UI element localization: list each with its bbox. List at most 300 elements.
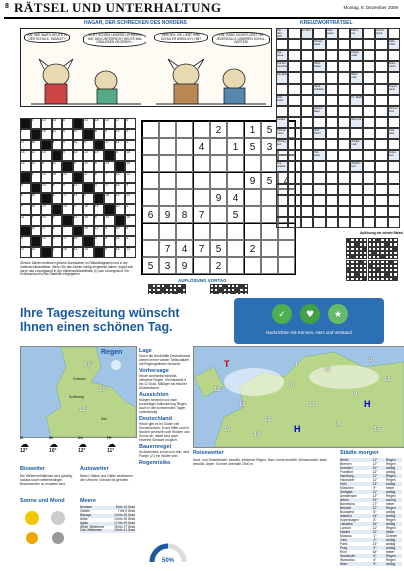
crossword-cell[interactable] bbox=[313, 184, 325, 195]
crossword-cell[interactable] bbox=[363, 206, 375, 217]
crossword-cell[interactable] bbox=[288, 95, 300, 106]
number-crossword-cell[interactable] bbox=[62, 215, 73, 226]
number-crossword-cell[interactable]: 10 bbox=[31, 161, 42, 172]
crossword-cell[interactable] bbox=[350, 61, 362, 72]
crossword-cell[interactable] bbox=[288, 84, 300, 95]
crossword-cell[interactable] bbox=[326, 150, 338, 161]
sudoku-cell[interactable] bbox=[278, 240, 295, 257]
sudoku-cell[interactable] bbox=[193, 189, 210, 206]
crossword-cell[interactable] bbox=[288, 106, 300, 117]
crossword-cell[interactable] bbox=[326, 206, 338, 217]
number-crossword-cell[interactable]: 18 bbox=[62, 247, 73, 258]
crossword-cell[interactable] bbox=[338, 150, 350, 161]
crossword-cell[interactable] bbox=[375, 128, 387, 139]
crossword-cell[interactable] bbox=[363, 217, 375, 228]
crossword-cell[interactable] bbox=[301, 161, 313, 172]
number-crossword-cell[interactable]: 16 bbox=[73, 140, 84, 151]
crossword-cell[interactable] bbox=[338, 50, 350, 61]
number-crossword-cell[interactable]: 12 bbox=[115, 193, 126, 204]
crossword-cell[interactable] bbox=[338, 28, 350, 39]
sudoku-cell[interactable] bbox=[159, 121, 176, 138]
crossword-cell[interactable] bbox=[363, 106, 375, 117]
number-crossword-cell[interactable]: 14 bbox=[83, 118, 94, 129]
number-crossword-cell[interactable] bbox=[73, 172, 84, 183]
sudoku-cell[interactable] bbox=[142, 240, 159, 257]
sudoku-cell[interactable] bbox=[227, 240, 244, 257]
sudoku-cell[interactable] bbox=[142, 223, 159, 240]
number-crossword-cell[interactable] bbox=[41, 140, 52, 151]
crossword-cell[interactable] bbox=[338, 184, 350, 195]
number-crossword-cell[interactable]: 4 bbox=[115, 150, 126, 161]
number-crossword-cell[interactable] bbox=[104, 150, 115, 161]
crossword-cell[interactable] bbox=[363, 28, 375, 39]
crossword-cell[interactable] bbox=[338, 72, 350, 83]
number-crossword-cell[interactable]: 9 bbox=[20, 236, 31, 247]
crossword-cell[interactable] bbox=[301, 206, 313, 217]
number-crossword-cell[interactable]: 9 bbox=[94, 161, 105, 172]
crossword-cell[interactable] bbox=[276, 195, 288, 206]
number-crossword-cell[interactable]: 17 bbox=[115, 118, 126, 129]
crossword-cell[interactable] bbox=[350, 106, 362, 117]
crossword-cell[interactable] bbox=[276, 206, 288, 217]
crossword-cell[interactable] bbox=[313, 139, 325, 150]
crossword-cell[interactable] bbox=[301, 50, 313, 61]
crossword-cell[interactable] bbox=[326, 84, 338, 95]
number-crossword-cell[interactable]: 8 bbox=[94, 215, 105, 226]
sudoku-cell[interactable] bbox=[227, 172, 244, 189]
number-crossword-cell[interactable]: 9 bbox=[31, 215, 42, 226]
number-crossword-cell[interactable]: 18 bbox=[104, 193, 115, 204]
number-crossword-cell[interactable]: 20 bbox=[104, 118, 115, 129]
crossword-cell[interactable] bbox=[288, 195, 300, 206]
crossword-cell[interactable] bbox=[338, 161, 350, 172]
sudoku-cell[interactable] bbox=[176, 155, 193, 172]
sudoku-cell[interactable] bbox=[142, 121, 159, 138]
sudoku-cell[interactable] bbox=[159, 223, 176, 240]
number-crossword-cell[interactable]: 8 bbox=[62, 118, 73, 129]
number-crossword-cell[interactable]: 9 bbox=[73, 161, 84, 172]
crossword-cell[interactable] bbox=[276, 184, 288, 195]
sudoku-cell[interactable]: 5 bbox=[261, 121, 278, 138]
crossword-cell[interactable] bbox=[363, 95, 375, 106]
sudoku-cell[interactable] bbox=[193, 121, 210, 138]
crossword-cell[interactable] bbox=[375, 161, 387, 172]
number-crossword-cell[interactable]: 15 bbox=[83, 226, 94, 237]
number-crossword-cell[interactable]: 7 bbox=[62, 226, 73, 237]
crossword-cell[interactable] bbox=[288, 72, 300, 83]
number-crossword-cell[interactable]: 4 bbox=[52, 140, 63, 151]
crossword-cell[interactable] bbox=[375, 184, 387, 195]
crossword-cell[interactable] bbox=[326, 128, 338, 139]
number-crossword-cell[interactable]: 19 bbox=[62, 204, 73, 215]
number-crossword-cell[interactable]: 19 bbox=[94, 150, 105, 161]
number-crossword-cell[interactable]: 6 bbox=[83, 140, 94, 151]
crossword-cell[interactable] bbox=[388, 161, 400, 172]
crossword-cell[interactable] bbox=[288, 50, 300, 61]
crossword-cell[interactable] bbox=[288, 184, 300, 195]
crossword-cell[interactable] bbox=[375, 39, 387, 50]
sudoku-cell[interactable]: 7 bbox=[193, 206, 210, 223]
number-crossword-cell[interactable]: 14 bbox=[115, 140, 126, 151]
number-crossword-cell[interactable] bbox=[52, 150, 63, 161]
number-crossword-cell[interactable]: 17 bbox=[62, 236, 73, 247]
sudoku-cell[interactable] bbox=[278, 257, 295, 274]
number-crossword-cell[interactable]: 14 bbox=[104, 215, 115, 226]
sudoku-cell[interactable] bbox=[227, 257, 244, 274]
crossword-cell[interactable] bbox=[301, 39, 313, 50]
crossword-cell[interactable] bbox=[375, 84, 387, 95]
number-crossword-cell[interactable]: 17 bbox=[41, 226, 52, 237]
sudoku-cell[interactable] bbox=[244, 189, 261, 206]
number-crossword-cell[interactable]: 6 bbox=[125, 118, 136, 129]
crossword-cell[interactable] bbox=[288, 117, 300, 128]
number-crossword-cell[interactable]: 5 bbox=[62, 140, 73, 151]
number-crossword-cell[interactable]: 12 bbox=[125, 172, 136, 183]
number-crossword-cell[interactable]: 7 bbox=[104, 172, 115, 183]
number-crossword-cell[interactable]: 15 bbox=[94, 204, 105, 215]
sudoku-cell[interactable] bbox=[210, 138, 227, 155]
crossword-cell[interactable] bbox=[301, 217, 313, 228]
number-crossword-cell[interactable] bbox=[31, 129, 42, 140]
number-crossword-cell[interactable] bbox=[83, 236, 94, 247]
number-crossword-cell[interactable]: 6 bbox=[94, 172, 105, 183]
number-crossword-cell[interactable]: 17 bbox=[62, 193, 73, 204]
sudoku-cell[interactable]: 2 bbox=[210, 257, 227, 274]
number-crossword-cell[interactable]: 12 bbox=[94, 226, 105, 237]
number-crossword-cell[interactable]: 14 bbox=[125, 193, 136, 204]
number-crossword-cell[interactable]: 17 bbox=[20, 140, 31, 151]
sudoku-cell[interactable]: 4 bbox=[176, 240, 193, 257]
number-crossword-cell[interactable]: 6 bbox=[62, 129, 73, 140]
crossword-cell[interactable] bbox=[301, 84, 313, 95]
sudoku-cell[interactable] bbox=[159, 172, 176, 189]
crossword-cell[interactable] bbox=[338, 84, 350, 95]
crossword-cell[interactable] bbox=[338, 39, 350, 50]
crossword-cell[interactable] bbox=[388, 217, 400, 228]
number-crossword-cell[interactable]: 9 bbox=[62, 150, 73, 161]
crossword-cell[interactable] bbox=[301, 172, 313, 183]
crossword-cell[interactable] bbox=[326, 39, 338, 50]
crossword-cell[interactable] bbox=[338, 195, 350, 206]
number-crossword-cell[interactable]: 18 bbox=[83, 204, 94, 215]
crossword-cell[interactable] bbox=[313, 50, 325, 61]
crossword-cell[interactable] bbox=[338, 172, 350, 183]
crossword-cell[interactable] bbox=[375, 72, 387, 83]
sudoku-cell[interactable]: 4 bbox=[227, 189, 244, 206]
sudoku-cell[interactable]: 7 bbox=[193, 240, 210, 257]
number-crossword-cell[interactable]: 10 bbox=[115, 226, 126, 237]
number-crossword-cell[interactable]: 18 bbox=[125, 150, 136, 161]
crossword-cell[interactable] bbox=[350, 128, 362, 139]
number-crossword-cell[interactable]: 18 bbox=[125, 215, 136, 226]
crossword-cell[interactable] bbox=[363, 61, 375, 72]
sudoku-cell[interactable] bbox=[261, 257, 278, 274]
number-crossword-cell[interactable]: 6 bbox=[52, 226, 63, 237]
number-crossword-cell[interactable] bbox=[62, 161, 73, 172]
crossword-cell[interactable] bbox=[276, 84, 288, 95]
sudoku-cell[interactable]: 3 bbox=[261, 138, 278, 155]
sudoku-cell[interactable] bbox=[210, 155, 227, 172]
number-crossword-cell[interactable]: 6 bbox=[125, 236, 136, 247]
crossword-cell[interactable] bbox=[375, 95, 387, 106]
number-crossword-cell[interactable]: 4 bbox=[125, 183, 136, 194]
sudoku-cell[interactable] bbox=[176, 172, 193, 189]
crossword-cell[interactable] bbox=[326, 139, 338, 150]
number-crossword-cell[interactable]: 9 bbox=[104, 247, 115, 258]
number-crossword-cell[interactable]: 10 bbox=[41, 183, 52, 194]
crossword-cell[interactable] bbox=[350, 172, 362, 183]
number-crossword-cell[interactable]: 18 bbox=[94, 118, 105, 129]
number-crossword-cell[interactable]: 20 bbox=[62, 172, 73, 183]
sudoku-cell[interactable]: 6 bbox=[142, 206, 159, 223]
number-crossword-cell[interactable]: 10 bbox=[83, 161, 94, 172]
crossword-cell[interactable] bbox=[301, 117, 313, 128]
sudoku-cell[interactable]: 4 bbox=[193, 138, 210, 155]
number-crossword-cell[interactable]: 18 bbox=[20, 150, 31, 161]
crossword-cell[interactable] bbox=[338, 61, 350, 72]
number-crossword-cell[interactable]: 3 bbox=[125, 129, 136, 140]
sudoku-cell[interactable] bbox=[244, 257, 261, 274]
crossword-cell[interactable] bbox=[276, 150, 288, 161]
crossword-cell[interactable] bbox=[288, 139, 300, 150]
crossword-cell[interactable] bbox=[288, 128, 300, 139]
number-crossword-cell[interactable] bbox=[52, 204, 63, 215]
crossword-cell[interactable] bbox=[338, 128, 350, 139]
number-crossword-cell[interactable]: 20 bbox=[31, 226, 42, 237]
crossword-cell[interactable] bbox=[276, 39, 288, 50]
crossword-cell[interactable] bbox=[313, 217, 325, 228]
crossword-cell[interactable] bbox=[338, 217, 350, 228]
sudoku-cell[interactable]: 2 bbox=[244, 240, 261, 257]
crossword-cell[interactable] bbox=[363, 50, 375, 61]
crossword-cell[interactable] bbox=[301, 195, 313, 206]
number-crossword-cell[interactable]: 16 bbox=[115, 183, 126, 194]
number-crossword-cell[interactable]: 4 bbox=[73, 204, 84, 215]
crossword-cell[interactable] bbox=[313, 161, 325, 172]
crossword-cell[interactable] bbox=[375, 117, 387, 128]
sudoku-cell[interactable]: 1 bbox=[244, 121, 261, 138]
number-crossword-cell[interactable] bbox=[94, 140, 105, 151]
crossword-cell[interactable] bbox=[301, 61, 313, 72]
crossword-cell[interactable] bbox=[363, 128, 375, 139]
sudoku-cell[interactable] bbox=[193, 223, 210, 240]
number-crossword-cell[interactable]: 17 bbox=[104, 183, 115, 194]
number-crossword-cell[interactable]: 13 bbox=[73, 215, 84, 226]
sudoku-cell[interactable] bbox=[244, 155, 261, 172]
number-crossword-cell[interactable]: 17 bbox=[83, 172, 94, 183]
number-crossword-cell[interactable]: 18 bbox=[52, 172, 63, 183]
number-crossword-cell[interactable] bbox=[83, 129, 94, 140]
crossword-cell[interactable] bbox=[338, 117, 350, 128]
sudoku-cell[interactable]: 9 bbox=[159, 206, 176, 223]
crossword-cell[interactable] bbox=[363, 195, 375, 206]
crossword-cell[interactable] bbox=[363, 72, 375, 83]
number-crossword-cell[interactable]: 11 bbox=[20, 215, 31, 226]
sudoku-cell[interactable] bbox=[176, 223, 193, 240]
number-crossword-cell[interactable]: 16 bbox=[115, 236, 126, 247]
crossword-cell[interactable] bbox=[375, 61, 387, 72]
sudoku-cell[interactable] bbox=[193, 257, 210, 274]
crossword-cell[interactable] bbox=[313, 117, 325, 128]
sudoku-cell[interactable]: 4 bbox=[278, 172, 295, 189]
crossword-cell[interactable] bbox=[375, 106, 387, 117]
number-crossword-cell[interactable]: 12 bbox=[73, 247, 84, 258]
sudoku-cell[interactable]: 5 bbox=[227, 206, 244, 223]
number-crossword-cell[interactable]: 17 bbox=[20, 247, 31, 258]
number-crossword-cell[interactable]: 13 bbox=[115, 129, 126, 140]
crossword-cell[interactable] bbox=[388, 117, 400, 128]
number-crossword-cell[interactable]: 10 bbox=[73, 129, 84, 140]
number-crossword-cell[interactable]: 4 bbox=[94, 236, 105, 247]
number-crossword-cell[interactable]: 6 bbox=[104, 226, 115, 237]
crossword-cell[interactable] bbox=[276, 172, 288, 183]
crossword-cell[interactable] bbox=[313, 72, 325, 83]
number-crossword-cell[interactable] bbox=[41, 247, 52, 258]
sudoku-cell[interactable]: 5 bbox=[210, 240, 227, 257]
crossword-cell[interactable] bbox=[375, 139, 387, 150]
crossword-cell[interactable] bbox=[326, 106, 338, 117]
crossword-cell[interactable] bbox=[338, 206, 350, 217]
sudoku-cell[interactable] bbox=[159, 189, 176, 206]
number-crossword-cell[interactable]: 9 bbox=[31, 118, 42, 129]
number-crossword-cell[interactable]: 2 bbox=[83, 193, 94, 204]
number-crossword-cell[interactable]: 3 bbox=[94, 183, 105, 194]
crossword-cell[interactable] bbox=[313, 172, 325, 183]
sudoku-cell[interactable] bbox=[193, 172, 210, 189]
number-crossword-cell[interactable]: 15 bbox=[115, 247, 126, 258]
crossword-cell[interactable] bbox=[350, 150, 362, 161]
number-crossword-cell[interactable]: 2 bbox=[125, 140, 136, 151]
crossword-cell[interactable] bbox=[301, 106, 313, 117]
crossword-cell[interactable] bbox=[375, 217, 387, 228]
crossword-cell[interactable] bbox=[326, 161, 338, 172]
crossword-cell[interactable] bbox=[288, 61, 300, 72]
sudoku-cell[interactable] bbox=[210, 206, 227, 223]
number-crossword-cell[interactable]: 15 bbox=[115, 172, 126, 183]
crossword-cell[interactable] bbox=[338, 95, 350, 106]
number-crossword-cell[interactable]: 17 bbox=[104, 140, 115, 151]
crossword-cell[interactable] bbox=[350, 84, 362, 95]
number-crossword-cell[interactable] bbox=[73, 118, 84, 129]
crossword-cell[interactable] bbox=[288, 150, 300, 161]
number-crossword-cell[interactable]: 14 bbox=[83, 247, 94, 258]
crossword-cell[interactable] bbox=[301, 95, 313, 106]
sudoku-cell[interactable]: 9 bbox=[176, 257, 193, 274]
sudoku-cell[interactable] bbox=[261, 240, 278, 257]
crossword-cell[interactable] bbox=[363, 172, 375, 183]
number-crossword-cell[interactable] bbox=[73, 226, 84, 237]
crossword-cell[interactable] bbox=[301, 150, 313, 161]
crossword-cell[interactable] bbox=[363, 84, 375, 95]
crossword-cell[interactable] bbox=[288, 217, 300, 228]
number-crossword-cell[interactable]: 10 bbox=[115, 204, 126, 215]
sudoku-cell[interactable] bbox=[176, 189, 193, 206]
crossword-cell[interactable] bbox=[326, 172, 338, 183]
sudoku-cell[interactable]: 5 bbox=[142, 257, 159, 274]
number-crossword-cell[interactable]: 8 bbox=[52, 183, 63, 194]
sudoku-cell[interactable] bbox=[210, 223, 227, 240]
sudoku-cell[interactable] bbox=[227, 223, 244, 240]
number-crossword-cell[interactable] bbox=[104, 204, 115, 215]
number-crossword-cell[interactable]: 13 bbox=[41, 204, 52, 215]
crossword-cell[interactable] bbox=[375, 206, 387, 217]
number-crossword-cell[interactable]: 15 bbox=[125, 161, 136, 172]
crossword-cell[interactable] bbox=[313, 95, 325, 106]
sudoku-cell[interactable]: 5 bbox=[244, 138, 261, 155]
number-crossword-cell[interactable] bbox=[115, 161, 126, 172]
crossword-cell[interactable] bbox=[388, 206, 400, 217]
crossword-cell[interactable] bbox=[313, 195, 325, 206]
crossword-cell[interactable] bbox=[388, 72, 400, 83]
number-crossword-cell[interactable]: 9 bbox=[62, 183, 73, 194]
number-crossword-cell[interactable]: 16 bbox=[73, 236, 84, 247]
sudoku-cell[interactable] bbox=[210, 172, 227, 189]
sudoku-cell[interactable] bbox=[142, 155, 159, 172]
number-crossword-cell[interactable]: 13 bbox=[125, 247, 136, 258]
number-crossword-cell[interactable]: 12 bbox=[31, 150, 42, 161]
number-crossword-cell[interactable]: 15 bbox=[41, 129, 52, 140]
sudoku-cell[interactable]: 7 bbox=[159, 240, 176, 257]
crossword-cell[interactable] bbox=[375, 172, 387, 183]
number-crossword-cell[interactable] bbox=[31, 183, 42, 194]
crossword-cell[interactable] bbox=[276, 106, 288, 117]
number-crossword-cell[interactable]: 9 bbox=[104, 129, 115, 140]
number-crossword-cell[interactable] bbox=[94, 247, 105, 258]
sudoku-cell[interactable] bbox=[142, 172, 159, 189]
crossword-cell[interactable] bbox=[375, 150, 387, 161]
number-crossword-cell[interactable]: 6 bbox=[41, 161, 52, 172]
crossword-cell[interactable] bbox=[363, 39, 375, 50]
number-crossword-cell[interactable] bbox=[83, 183, 94, 194]
sudoku-cell[interactable] bbox=[244, 206, 261, 223]
sudoku-cell[interactable] bbox=[142, 138, 159, 155]
crossword-cell[interactable] bbox=[388, 28, 400, 39]
crossword-cell[interactable] bbox=[363, 184, 375, 195]
sudoku-cell[interactable] bbox=[142, 189, 159, 206]
number-crossword-cell[interactable]: 6 bbox=[52, 193, 63, 204]
crossword-cell[interactable] bbox=[326, 50, 338, 61]
crossword-cell[interactable] bbox=[350, 206, 362, 217]
number-crossword-cell[interactable]: 14 bbox=[41, 150, 52, 161]
crossword-cell[interactable] bbox=[363, 150, 375, 161]
crossword-cell[interactable] bbox=[301, 128, 313, 139]
crossword-cell[interactable] bbox=[301, 139, 313, 150]
sudoku-cell[interactable]: 9 bbox=[210, 189, 227, 206]
crossword-cell[interactable] bbox=[388, 139, 400, 150]
number-crossword-cell[interactable]: 15 bbox=[83, 215, 94, 226]
sudoku-cell[interactable] bbox=[176, 121, 193, 138]
number-crossword-cell[interactable]: 6 bbox=[20, 183, 31, 194]
crossword-cell[interactable] bbox=[350, 195, 362, 206]
number-crossword-cell[interactable]: 10 bbox=[41, 215, 52, 226]
crossword-cell[interactable] bbox=[388, 172, 400, 183]
number-crossword-cell[interactable]: 15 bbox=[52, 118, 63, 129]
number-crossword-cell[interactable]: 6 bbox=[125, 204, 136, 215]
number-crossword-cell[interactable]: 11 bbox=[52, 161, 63, 172]
crossword-cell[interactable] bbox=[288, 28, 300, 39]
number-crossword-cell[interactable] bbox=[94, 193, 105, 204]
number-crossword-cell[interactable]: 5 bbox=[20, 193, 31, 204]
number-crossword-cell[interactable]: 12 bbox=[52, 129, 63, 140]
crossword-cell[interactable] bbox=[326, 72, 338, 83]
number-crossword-cell[interactable]: 5 bbox=[104, 236, 115, 247]
crossword-cell[interactable] bbox=[338, 106, 350, 117]
crossword-cell[interactable] bbox=[326, 117, 338, 128]
crossword-cell[interactable] bbox=[388, 95, 400, 106]
number-crossword-cell[interactable]: 14 bbox=[41, 172, 52, 183]
number-crossword-cell[interactable]: 13 bbox=[41, 118, 52, 129]
crossword-cell[interactable] bbox=[326, 61, 338, 72]
